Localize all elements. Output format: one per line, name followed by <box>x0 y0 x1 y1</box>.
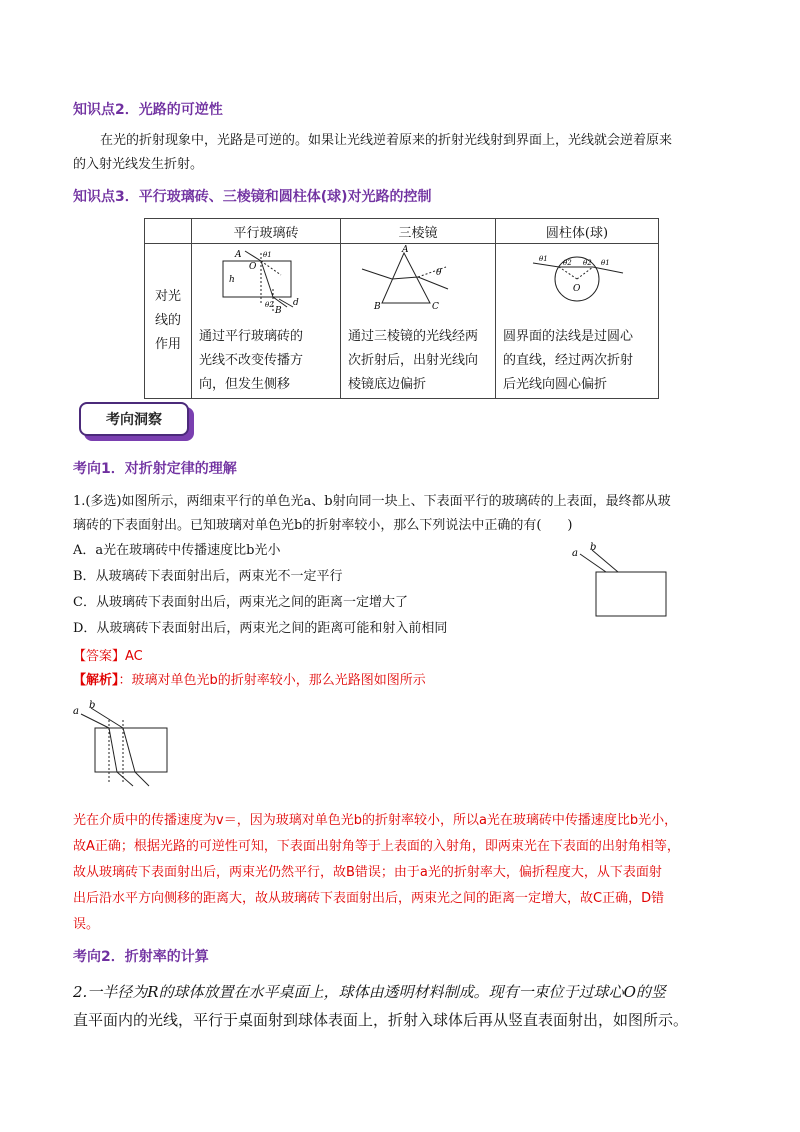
explanation-line: 光在介质中的传播速度为v＝，因为玻璃对单色光b的折射率较小，所以a光在玻璃砖中传播速度比b光小， <box>73 813 678 828</box>
fig-label: B <box>275 306 282 315</box>
table-corner <box>145 219 192 244</box>
question-line: 直平面内的光线，平行于桌面射到球体表面上，折射入球体后再从竖直表面射出，如图所示。 <box>73 1011 689 1029</box>
fig-label: θ2 <box>583 259 592 267</box>
cylinder-diagram <box>497 245 657 315</box>
cell-cylinder <box>496 244 659 399</box>
cell-desc-line: 的直线，经过两次折射 <box>503 353 634 368</box>
fig-label: θ1 <box>539 255 548 263</box>
fig-label: O <box>249 262 257 272</box>
fig-label: θ <box>436 268 442 278</box>
col-header-glass-slab: 平行玻璃砖 <box>192 219 341 244</box>
fig-label: A <box>235 250 242 260</box>
section-badge: 考向洞察 <box>79 402 189 436</box>
question-line: 1.(多选)如图所示，两细束平行的单色光a、b射向同一块上、下表面平行的玻璃砖的上表面，最终都从玻 <box>73 494 671 509</box>
fig-label: O <box>573 284 581 294</box>
fig-label: θ1 <box>601 259 610 267</box>
fig-label: d <box>293 298 299 308</box>
explanation-line: 故从玻璃砖下表面射出后，两束光仍然平行，故B错误；由于a光的折射率大，偏折程度大，从下表面射 <box>73 865 662 880</box>
section-heading-2: 知识点2．光路的可逆性 <box>73 102 223 118</box>
section-body-line: 的入射光线发生折射。 <box>73 157 204 172</box>
explanation-line: 误。 <box>73 917 100 932</box>
cell-desc-line: 向，但发生侧移 <box>199 377 291 392</box>
fig-label: A <box>402 245 409 255</box>
cell-desc-line: 后光线向圆心偏折 <box>503 377 608 392</box>
option-a: A．a光在玻璃砖中传播速度比b光小 <box>73 543 281 558</box>
analysis-line <box>73 670 426 692</box>
fig-label: θ2 <box>265 301 274 309</box>
answer-line <box>73 646 143 668</box>
fig-label: θ2 <box>563 259 572 267</box>
question-line: 璃砖的下表面射出。已知玻璃对单色光b的折射率较小，那么下列说法中正确的有( ) <box>73 518 573 533</box>
analysis-intro: ：玻璃对单色光b的折射率较小，那么光路图如图所示 <box>118 673 426 688</box>
light-control-table <box>144 218 659 399</box>
analysis-figure <box>73 698 173 794</box>
topic-heading-2: 考向2．折射率的计算 <box>73 949 209 965</box>
prism-diagram <box>342 245 494 315</box>
question-figure <box>566 540 676 622</box>
section-body-line: 在光的折射现象中，光路是可逆的。如果让光线逆着原来的折射光线射到界面上，光线就会逆着原来 <box>100 133 673 148</box>
fig-label: h <box>229 275 235 285</box>
analysis-label: 【解析】 <box>73 673 119 688</box>
answer-value: AC <box>125 649 143 664</box>
option-c: C．从玻璃砖下表面射出后，两束光之间的距离一定增大了 <box>73 595 408 610</box>
cell-desc-line: 通过三棱镜的光线经两 <box>348 329 479 344</box>
fig-label: θ1 <box>263 251 272 259</box>
cell-glass-slab <box>192 244 341 399</box>
explanation-block <box>73 808 753 938</box>
row-header-effect <box>145 244 192 399</box>
col-header-cylinder: 圆柱体(球) <box>496 219 659 244</box>
fig-label: a <box>73 706 79 717</box>
topic-heading-1: 考向1．对折射定律的理解 <box>73 461 237 477</box>
fig-label: B <box>374 302 381 312</box>
row-header-line: 对光 <box>154 289 181 304</box>
cell-prism <box>341 244 496 399</box>
answer-label: 【答案】 <box>73 649 126 664</box>
option-d: D．从玻璃砖下表面射出后，两束光之间的距离可能和射入前相同 <box>73 621 448 636</box>
row-header-line: 作用 <box>154 337 181 352</box>
cell-desc-line: 圆界面的法线是过圆心 <box>503 329 634 344</box>
row-header-line: 线的 <box>154 313 181 328</box>
fig-label: C <box>432 302 439 312</box>
question-line: 2.一半径为R的球体放置在水平桌面上，球体由透明材料制成。现有一束位于过球心O的竖 <box>73 983 666 1001</box>
fig-label: a <box>572 548 578 559</box>
col-header-prism: 三棱镜 <box>341 219 496 244</box>
cell-desc-line: 棱镜底边偏折 <box>348 377 427 392</box>
cell-desc-line: 次折射后，出射光线向 <box>348 353 479 368</box>
explanation-line: 出后沿水平方向侧移的距离大，故从玻璃砖下表面射出后，两束光之间的距离一定增大，故C正确，D错 <box>73 891 665 906</box>
option-b: B．从玻璃砖下表面射出后，两束光不一定平行 <box>73 569 343 584</box>
cell-desc-line: 光线不改变传播方 <box>199 353 304 368</box>
glass-slab-diagram <box>193 245 339 315</box>
explanation-line: 故A正确；根据光路的可逆性可知，下表面出射角等于上表面的入射角，即两束光在下表面的出射角相等， <box>73 839 680 854</box>
cell-desc-line: 通过平行玻璃砖的 <box>199 329 304 344</box>
fig-label: b <box>89 700 96 711</box>
section-heading-3: 知识点3．平行玻璃砖、三棱镜和圆柱体(球)对光路的控制 <box>73 189 432 205</box>
fig-label: b <box>590 542 597 553</box>
